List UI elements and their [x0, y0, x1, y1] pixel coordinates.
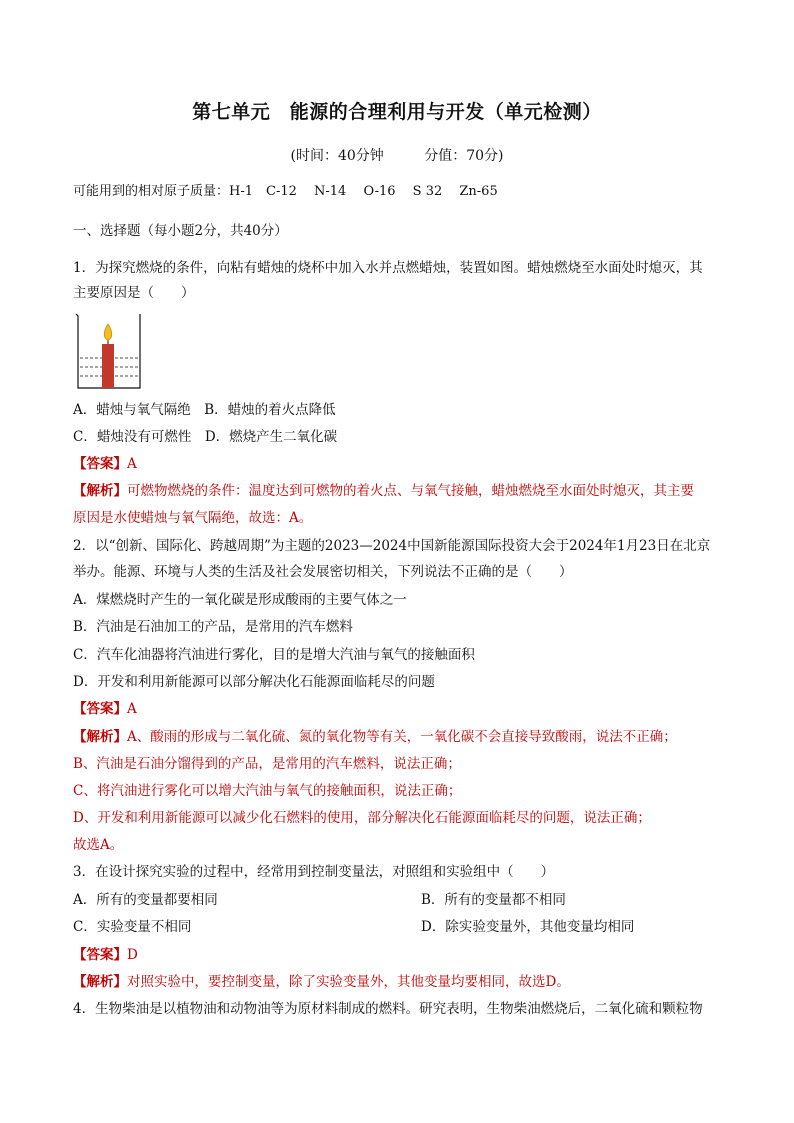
- answer-value: A: [127, 456, 137, 472]
- q2-stem-line2: 举办。能源、环境与人类的生活及社会发展密切相关，下列说法不正确的是（ ）: [73, 564, 573, 580]
- section-heading: 一、选择题（每小题2分，共40分）: [73, 223, 288, 239]
- q2-analysis-line3: C、将汽油进行雾化可以增大汽油与氧气的接触面积，说法正确；: [73, 783, 462, 799]
- beaker-candle-diagram: [73, 312, 145, 392]
- answer-tag: 【答案】: [73, 701, 127, 717]
- q1-options-row1: [73, 400, 733, 420]
- q1-analysis-line2: 原因是水使蜡烛与氧气隔绝，故选：A。: [73, 510, 313, 526]
- analysis-tag: 【解析】: [73, 974, 127, 990]
- analysis-tag: 【解析】: [73, 729, 127, 745]
- analysis-text: 可燃物燃烧的条件：温度达到可燃物的着火点、与氧气接触，蜡烛燃烧至水面处时熄灭，其主要: [127, 483, 694, 499]
- score-info: 分值：70分): [424, 148, 504, 164]
- page-title: 第七单元 能源的合理利用与开发（单元检测）: [192, 101, 602, 123]
- q2-stem-line1: 2．以“创新、国际化、跨越周期”为主题的2023—2024中国新能源国际投资大会于2024年1月23日在北京: [73, 538, 711, 554]
- q1-analysis-line1: [73, 481, 733, 501]
- q3-option-b[interactable]: B．所有的变量都不相同: [421, 892, 566, 908]
- q2-analysis-line1: [73, 727, 733, 747]
- q3-options-row1: [73, 890, 733, 910]
- candle-shape: [102, 344, 114, 388]
- q2-option-d[interactable]: D．开发和利用新能源可以部分解决化石能源面临耗尽的问题: [73, 674, 435, 690]
- q3-stem: 3．在设计探究实验的过程中，经常用到控制变量法，对照组和实验组中（ ）: [73, 864, 555, 880]
- q1-option-a[interactable]: A．蜡烛与氧气隔绝: [73, 402, 191, 418]
- q3-answer: [73, 945, 733, 965]
- answer-tag: 【答案】: [73, 947, 127, 963]
- analysis-text: A、酸雨的形成与二氧化硫、氮的氧化物等有关，一氧化碳不会直接导致酸雨，说法不正确；: [127, 729, 677, 745]
- q2-analysis-line4: D、开发和利用新能源可以减少化石燃料的使用，部分解决化石能源面临耗尽的问题，说法正确；: [73, 810, 651, 826]
- q1-answer: [73, 454, 733, 474]
- q4-stem-line1: 4．生物柴油是以植物油和动物油等为原材料制成的燃料。研究表明，生物柴油燃烧后，二氧化硫和颗粒物: [73, 1001, 703, 1017]
- answer-value: D: [127, 947, 138, 963]
- q2-answer: [73, 699, 733, 719]
- q1-stem-line2: 主要原因是（ ）: [73, 285, 195, 301]
- exam-meta: [0, 145, 794, 165]
- flame-shape: [104, 324, 112, 340]
- atomic-mass-line: 可能用到的相对原子质量：H-1 C-12 N-14 O-16 S 32 Zn-65: [73, 184, 498, 199]
- answer-tag: 【答案】: [73, 456, 127, 472]
- q2-option-b[interactable]: B．汽油是石油加工的产品，是常用的汽车燃料: [73, 619, 353, 635]
- analysis-tag: 【解析】: [73, 483, 127, 499]
- q1-stem-line1: 1．为探究燃烧的条件，向粘有蜡烛的烧杯中加入水并点燃蜡烛，装置如图。蜡烛燃烧至水面处时熄灭，其: [73, 260, 703, 276]
- q3-option-c[interactable]: C．实验变量不相同: [73, 919, 192, 935]
- q2-analysis-line5: 故选A。: [73, 837, 124, 853]
- q2-analysis-line2: B、汽油是石油分馏得到的产品，是常用的汽车燃料，说法正确；: [73, 756, 461, 772]
- answer-value: A: [127, 701, 137, 717]
- q1-option-d[interactable]: D．燃烧产生二氧化碳: [204, 429, 338, 445]
- q2-option-c[interactable]: C．汽车化油器将汽油进行雾化，目的是增大汽油与氧气的接触面积: [73, 647, 475, 663]
- time-info: (时间：40分钟: [290, 148, 384, 164]
- q3-option-d[interactable]: D．除实验变量外，其他变量均相同: [421, 919, 635, 935]
- q2-option-a[interactable]: A．煤燃烧时产生的一氧化碳是形成酸雨的主要气体之一: [73, 592, 407, 608]
- analysis-text: 对照实验中，要控制变量，除了实验变量外，其他变量均要相同，故选D。: [127, 974, 570, 990]
- q1-option-b[interactable]: B．蜡烛的着火点降低: [204, 402, 336, 418]
- q1-options-row2: [73, 427, 733, 447]
- q3-options-row2: [73, 917, 733, 937]
- q3-analysis: [73, 972, 733, 992]
- q1-option-c[interactable]: C．蜡烛没有可燃性: [73, 429, 192, 445]
- q3-option-a[interactable]: A．所有的变量都要相同: [73, 892, 218, 908]
